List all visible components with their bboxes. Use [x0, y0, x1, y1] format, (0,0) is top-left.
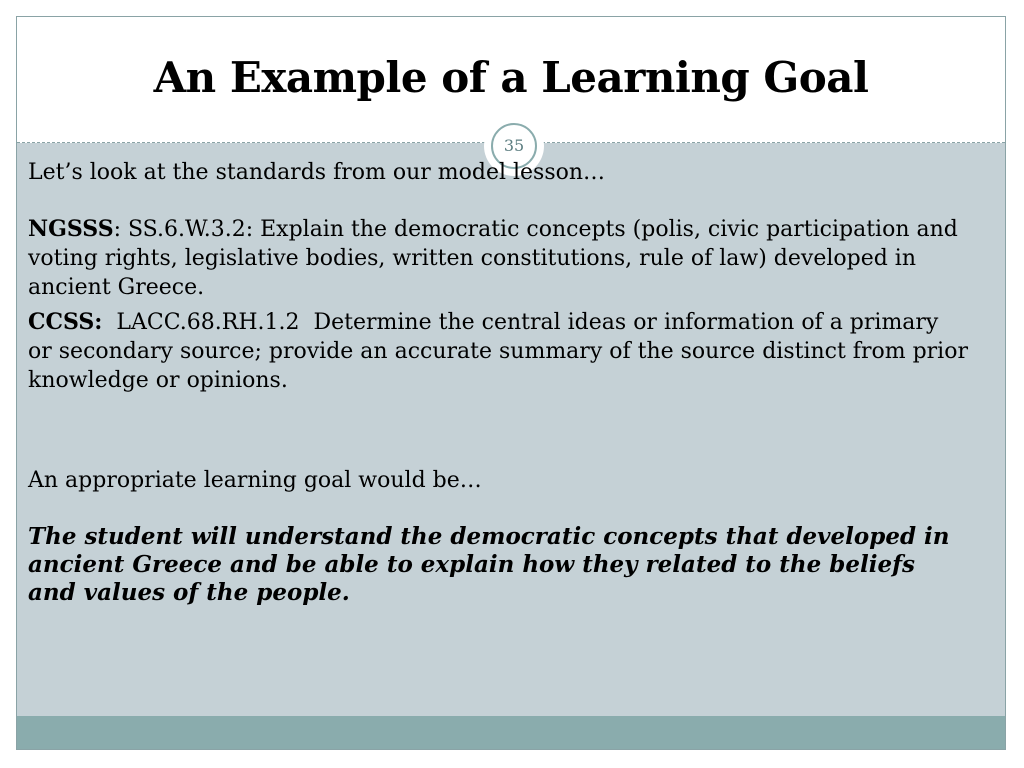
slide-number: 35 — [491, 123, 537, 169]
ccss-label: CCSS: — [28, 309, 103, 335]
slide-title: An Example of a Learning Goal — [153, 53, 869, 102]
learning-goal-statement: The student will understand the democratic concepts that developed in ancient Greece and be able to explain how they related to the beliefs and values of the people. — [28, 523, 950, 606]
intro-text: Let’s look at the standards from our model lesson… — [28, 160, 606, 185]
appropriate-goal-intro: An appropriate learning goal would be… — [28, 468, 482, 493]
ngsss-standard — [28, 215, 968, 302]
ccss-standard — [28, 308, 975, 395]
ccss-text: LACC.68.RH.1.2 Determine the central ideas or information of a primary or secondary source; provide an accurate summary of the source distinct from prior knowledge or opinions. — [28, 310, 975, 393]
ngsss-text: : SS.6.W.3.2: Explain the democratic concepts (polis, civic participation and voting rights, legislative bodies, written constitutions, rule of law) developed in ancient Greece. — [28, 217, 958, 300]
ngsss-label: NGSSS — [28, 216, 114, 242]
slide-content — [28, 158, 975, 607]
footer-band — [17, 716, 1005, 750]
